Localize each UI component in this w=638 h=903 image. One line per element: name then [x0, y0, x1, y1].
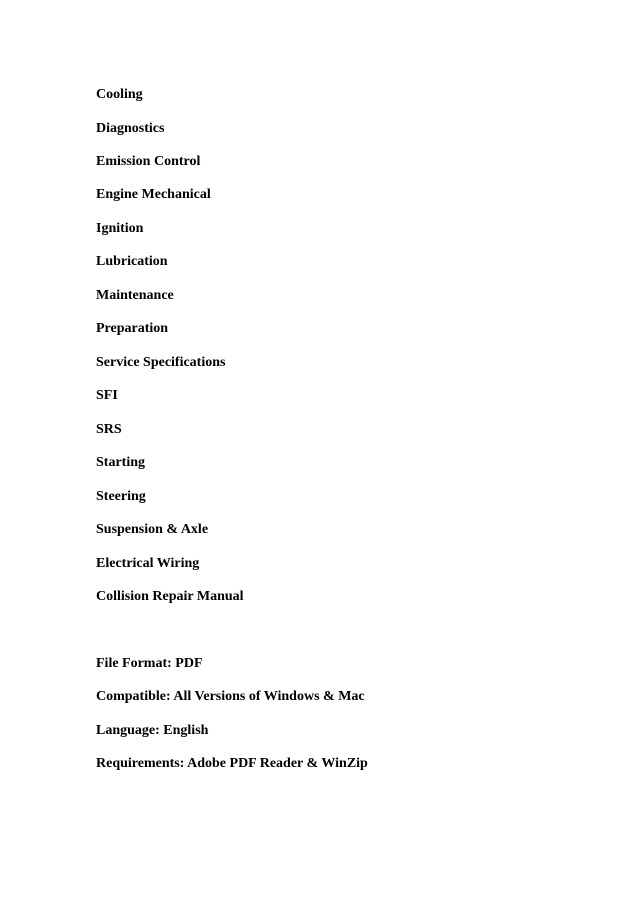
section-item-engine-mechanical: Engine Mechanical	[96, 187, 211, 202]
file-format-line: File Format: PDF	[96, 656, 203, 671]
compatibility-line: Compatible: All Versions of Windows & Mac	[96, 689, 365, 704]
section-item-ignition: Ignition	[96, 221, 144, 236]
section-item-steering: Steering	[96, 489, 146, 504]
section-item-lubrication: Lubrication	[96, 254, 168, 269]
section-item-suspension-axle: Suspension & Axle	[96, 522, 209, 537]
section-item-collision-repair-manual: Collision Repair Manual	[96, 589, 244, 604]
section-item-electrical-wiring: Electrical Wiring	[96, 556, 200, 571]
section-item-emission-control: Emission Control	[96, 154, 201, 169]
section-item-sfi: SFI	[96, 388, 118, 403]
requirements-line: Requirements: Adobe PDF Reader & WinZip	[96, 756, 368, 771]
section-item-maintenance: Maintenance	[96, 288, 174, 303]
section-item-service-specifications: Service Specifications	[96, 355, 226, 370]
section-item-starting: Starting	[96, 455, 145, 470]
section-item-srs: SRS	[96, 422, 122, 437]
section-item-diagnostics: Diagnostics	[96, 121, 165, 136]
language-line: Language: English	[96, 723, 209, 738]
section-item-preparation: Preparation	[96, 321, 169, 336]
section-item-cooling: Cooling	[96, 87, 143, 102]
